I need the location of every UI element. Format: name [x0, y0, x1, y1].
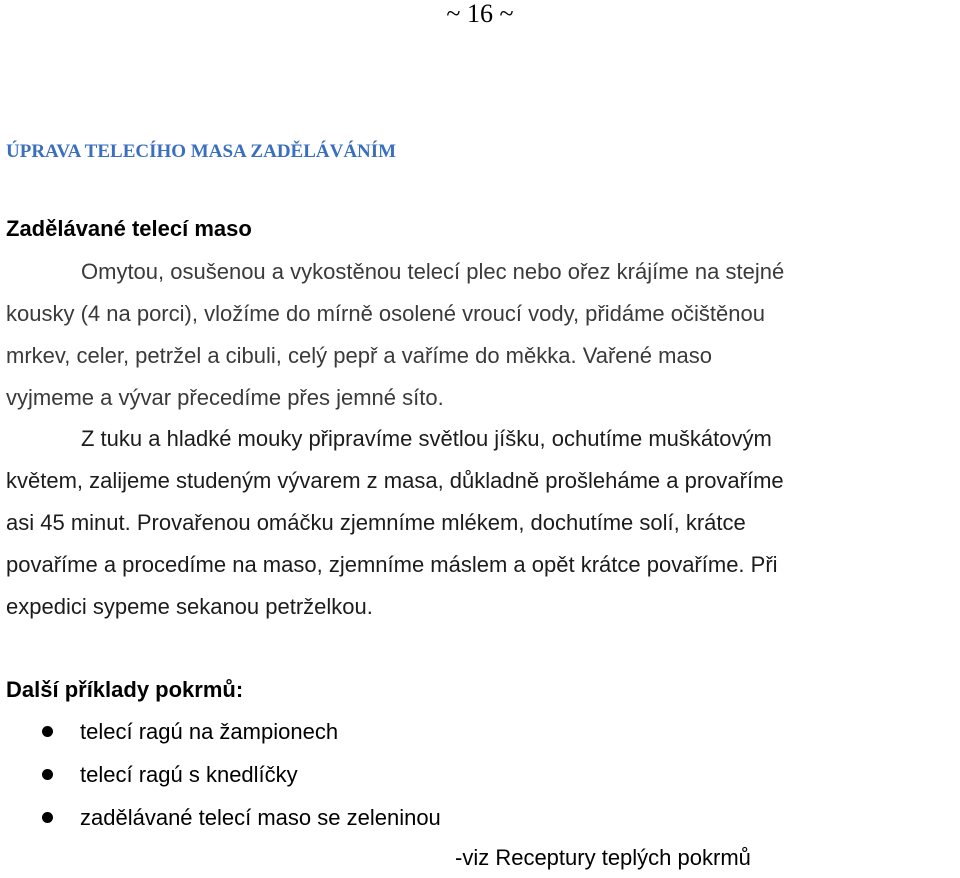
section-heading: ÚPRAVA TELECÍHO MASA ZADĚLÁVÁNÍM: [6, 141, 397, 162]
paragraph-line: expedici sypeme sekanou petrželkou.: [6, 594, 373, 619]
recipe-title: Zadělávané telecí maso: [6, 216, 252, 241]
list-item: [0, 753, 441, 796]
reference-note: -viz Receptury teplých pokrmů: [455, 845, 751, 870]
paragraph-line: povaříme a procedíme na maso, zjemníme máslem a opět krátce povaříme. Při: [6, 552, 778, 577]
paragraph-line: květem, zalijeme studeným vývarem z masa, důkladně prošleháme a provaříme: [6, 468, 784, 493]
list-item-label: telecí ragú s knedlíčky: [80, 762, 298, 787]
page-number: ~ 16 ~: [446, 0, 514, 28]
list-item-label: zadělávané telecí maso se zeleninou: [80, 805, 441, 830]
list-item: [0, 710, 441, 753]
paragraph-line: vyjmeme a vývar přecedíme přes jemné síto.: [6, 385, 444, 410]
paragraph-line: Omytou, osušenou a vykostěnou telecí plec nebo ořez krájíme na stejné: [81, 259, 785, 284]
examples-list: [0, 710, 441, 839]
paragraph-line: kousky (4 na porci), vložíme do mírně osolené vroucí vody, přidáme očištěnou: [6, 301, 765, 326]
bullet-icon: [42, 726, 53, 737]
recipe-paragraph-preparation: [6, 251, 960, 419]
paragraph-line: asi 45 minut. Provařenou omáčku zjemníme mlékem, dochutíme solí, krátce: [6, 510, 746, 535]
bullet-icon: [42, 812, 53, 823]
list-item-label: telecí ragú na žampionech: [80, 719, 339, 744]
recipe-paragraph-sauce: [6, 418, 960, 628]
paragraph-line: Z tuku a hladké mouky připravíme světlou jíšku, ochutíme muškátovým: [81, 426, 772, 451]
paragraph-line: mrkev, celer, petržel a cibuli, celý pepř a vaříme do měkka. Vařené maso: [6, 343, 712, 368]
examples-heading: Další příklady pokrmů:: [6, 677, 244, 702]
list-item: [0, 796, 441, 839]
bullet-icon: [42, 769, 53, 780]
